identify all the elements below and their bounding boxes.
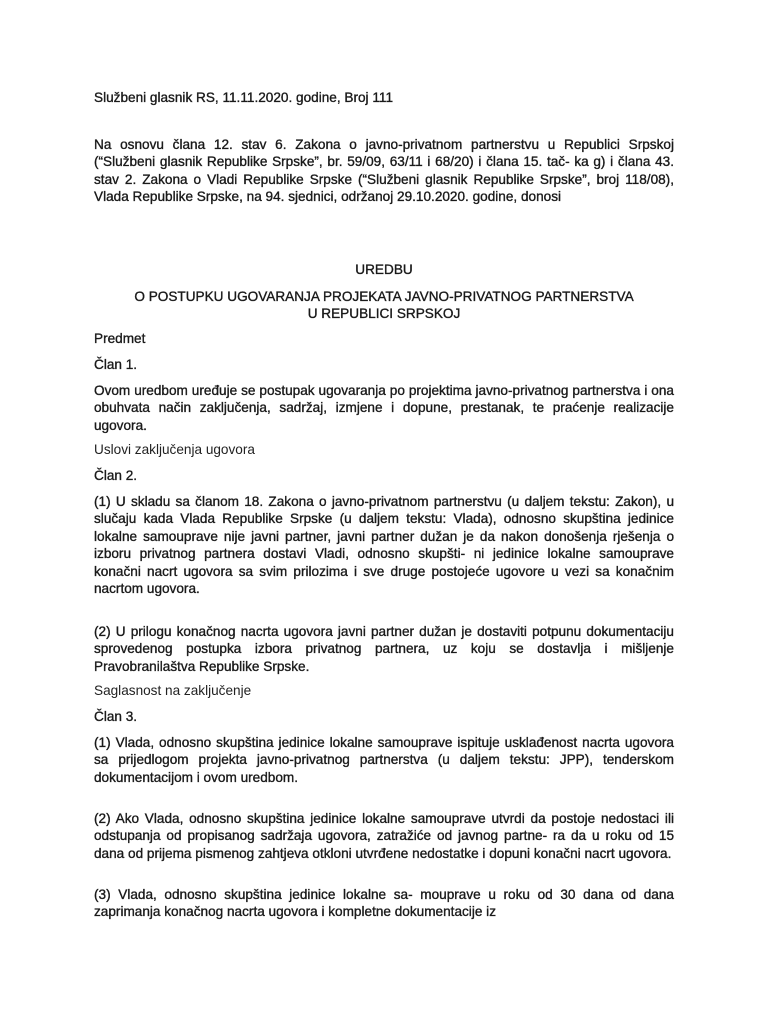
article-2-paragraph-2: (2) U prilogu konačnog nacrta ugovora javni partner dužan je dostaviti potpunu dokumentaciju sprovedenog postupka izbora privatnog partnera, uz koju se dostavlja i mišljenje Pravobranilaštva Republike Srpske. bbox=[94, 624, 674, 674]
article-3-paragraph-2: (2) Ako Vlada, odnosno skupština jedinice lokalne samouprave utvrdi da postoje nedostaci ili odstupanja od propisanog sadržaja ugovora, zatražiće od javnog partne- ra da u roku od 15 dana od prijema pismenog zahtjeva otkloni utvrđene nedostatke i dopuni konačni nacrt ugovora. bbox=[94, 811, 674, 861]
article-3-paragraph-3: (3) Vlada, odnosno skupština jedinice lokalne sa- mouprave u roku od 30 dana od dana zaprimanja konačnog nacrta ugovora i kompletne dokumentacije iz bbox=[94, 887, 674, 920]
article-3-paragraph-1: (1) Vlada, odnosno skupština jedinice lokalne samouprave ispituje usklađenost nacrta ugovora sa prijedlogom projekta javno-privatnog partnerstva (u daljem tekstu: JPP), tenderskom dokumentacijom i ovom uredbom. bbox=[94, 735, 674, 785]
document-subtitle bbox=[88, 288, 680, 323]
article-3-label: Član 3. bbox=[94, 709, 138, 724]
article-2-paragraph-1: (1) U skladu sa članom 18. Zakona o javno-privatnom partnerstvu (u daljem tekstu: Zakon), u slučaju kada Vlada Republike Srpske (u daljem tekstu: Vlada), odnosno skupština jedinice lokalne samouprave nije javni partner, javni partner dužan je da nakon donošenja rješenja o izboru privatnog partnera dostavi Vladi, odnosno skupšti- ni jedinice lokalne samouprave konačni nacrt ugovora sa svim prilozima i sve druge postojeće ugovore u vezi sa konačnim nacrtom ugovora. bbox=[94, 494, 674, 597]
subtitle-line-1: O POSTUPKU UGOVARANJA PROJEKATA JAVNO-PRIVATNOG PARTNERSTVA bbox=[134, 289, 634, 304]
section-heading-saglasnost: Saglasnost na zaključenje bbox=[94, 683, 252, 698]
document-title: UREDBU bbox=[355, 262, 413, 277]
preamble-paragraph: Na osnovu člana 12. stav 6. Zakona o javno-privatnom partnerstvu u Republici Srpskoj (“Službeni glasnik Republike Srpske”, br. 59/09, 63/11 i 68/20) i člana 15. tač- ka g) i člana 43. stav 2. Zakona o Vladi Republike Srpske (“Službeni glasnik Republike Srpske”, broj 118/08), Vlada Republike Srpske, na 94. sjednici, održanoj 29.10.2020. godine, donosi bbox=[94, 137, 674, 205]
article-1-paragraph: Ovom uredbom uređuje se postupak ugovaranja po projektima javno-privatnog partnerstva i ona obuhvata način zaključenja, sadržaj, izmjene i dopune, prestanak, te praćenje realizacije ugovora. bbox=[94, 383, 674, 433]
gazette-header: Službeni glasnik RS, 11.11.2020. godine, Broj 111 bbox=[94, 90, 394, 105]
section-heading-uslovi: Uslovi zaključenja ugovora bbox=[94, 442, 255, 457]
article-1-label: Član 1. bbox=[94, 357, 138, 372]
subtitle-line-2: U REPUBLICI SRPSKOJ bbox=[307, 306, 461, 322]
article-2-label: Član 2. bbox=[94, 468, 138, 483]
section-heading-predmet: Predmet bbox=[94, 331, 146, 346]
